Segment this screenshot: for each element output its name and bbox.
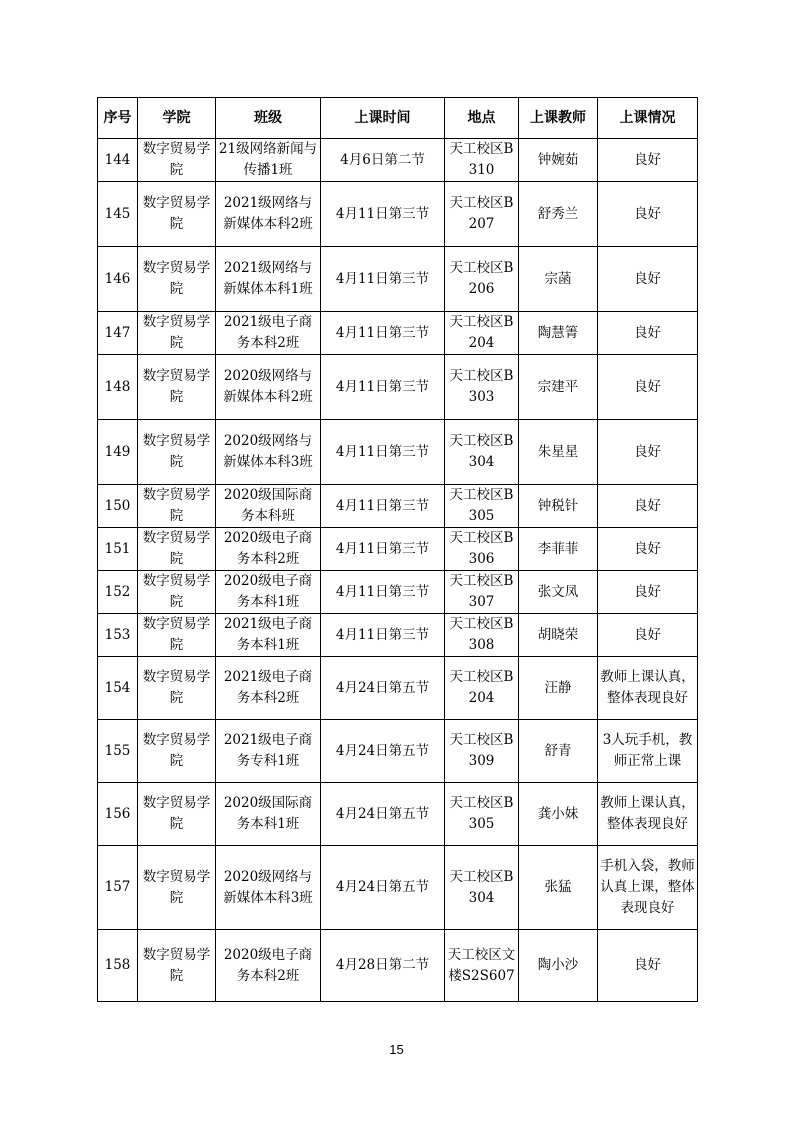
cell-index: 149 bbox=[98, 420, 138, 485]
cell-index: 150 bbox=[98, 485, 138, 528]
cell-status: 手机入袋，教师认真上课，整体表现良好 bbox=[598, 846, 698, 930]
header-index: 序号 bbox=[98, 98, 138, 139]
cell-teacher: 李菲菲 bbox=[519, 528, 598, 571]
cell-location: 天工校区B306 bbox=[445, 528, 519, 571]
table-row bbox=[98, 420, 698, 485]
cell-teacher: 汪静 bbox=[519, 657, 598, 720]
cell-class: 2020级网络与新媒体本科2班 bbox=[216, 355, 321, 420]
cell-status: 3人玩手机，教师正常上课 bbox=[598, 720, 698, 783]
cell-college: 数字贸易学院 bbox=[138, 783, 216, 846]
table-row bbox=[98, 182, 698, 247]
header-teacher: 上课教师 bbox=[519, 98, 598, 139]
cell-time: 4月11日第三节 bbox=[321, 571, 445, 614]
cell-status: 良好 bbox=[598, 139, 698, 182]
table-row bbox=[98, 720, 698, 783]
table-row bbox=[98, 312, 698, 355]
cell-class: 2021级电子商务专科1班 bbox=[216, 720, 321, 783]
cell-class: 2020级网络与新媒体本科3班 bbox=[216, 846, 321, 930]
cell-index: 144 bbox=[98, 139, 138, 182]
cell-status: 良好 bbox=[598, 182, 698, 247]
cell-location: 天工校区文楼S2S607 bbox=[445, 930, 519, 1002]
cell-class: 2021级网络与新媒体本科1班 bbox=[216, 247, 321, 312]
cell-teacher: 钟婉茹 bbox=[519, 139, 598, 182]
table-row bbox=[98, 614, 698, 657]
cell-time: 4月11日第三节 bbox=[321, 528, 445, 571]
cell-teacher: 舒秀兰 bbox=[519, 182, 598, 247]
cell-time: 4月11日第三节 bbox=[321, 182, 445, 247]
table-row bbox=[98, 846, 698, 930]
cell-college: 数字贸易学院 bbox=[138, 485, 216, 528]
table-row bbox=[98, 355, 698, 420]
cell-class: 2020级电子商务本科2班 bbox=[216, 528, 321, 571]
table-row bbox=[98, 657, 698, 720]
cell-location: 天工校区B305 bbox=[445, 783, 519, 846]
cell-college: 数字贸易学院 bbox=[138, 930, 216, 1002]
cell-teacher: 宗建平 bbox=[519, 355, 598, 420]
cell-location: 天工校区B304 bbox=[445, 420, 519, 485]
cell-index: 151 bbox=[98, 528, 138, 571]
cell-college: 数字贸易学院 bbox=[138, 139, 216, 182]
cell-college: 数字贸易学院 bbox=[138, 247, 216, 312]
cell-location: 天工校区B206 bbox=[445, 247, 519, 312]
cell-location: 天工校区B204 bbox=[445, 312, 519, 355]
cell-status: 良好 bbox=[598, 247, 698, 312]
cell-location: 天工校区B309 bbox=[445, 720, 519, 783]
cell-time: 4月24日第五节 bbox=[321, 846, 445, 930]
cell-teacher: 陶小沙 bbox=[519, 930, 598, 1002]
cell-status: 良好 bbox=[598, 355, 698, 420]
cell-index: 155 bbox=[98, 720, 138, 783]
cell-status: 教师上课认真，整体表现良好 bbox=[598, 657, 698, 720]
header-time: 上课时间 bbox=[321, 98, 445, 139]
cell-status: 良好 bbox=[598, 312, 698, 355]
cell-class: 2021级电子商务本科2班 bbox=[216, 657, 321, 720]
cell-class: 2021级网络与新媒体本科2班 bbox=[216, 182, 321, 247]
table-row bbox=[98, 571, 698, 614]
cell-time: 4月11日第三节 bbox=[321, 614, 445, 657]
cell-time: 4月24日第五节 bbox=[321, 720, 445, 783]
cell-index: 156 bbox=[98, 783, 138, 846]
cell-time: 4月11日第三节 bbox=[321, 485, 445, 528]
cell-time: 4月11日第三节 bbox=[321, 312, 445, 355]
cell-time: 4月11日第三节 bbox=[321, 355, 445, 420]
cell-teacher: 钟税针 bbox=[519, 485, 598, 528]
cell-college: 数字贸易学院 bbox=[138, 720, 216, 783]
inspection-table bbox=[97, 97, 698, 1002]
table-row bbox=[98, 139, 698, 182]
cell-location: 天工校区B207 bbox=[445, 182, 519, 247]
cell-index: 148 bbox=[98, 355, 138, 420]
header-location: 地点 bbox=[445, 98, 519, 139]
table-row bbox=[98, 783, 698, 846]
cell-location: 天工校区B310 bbox=[445, 139, 519, 182]
cell-index: 153 bbox=[98, 614, 138, 657]
cell-time: 4月11日第三节 bbox=[321, 247, 445, 312]
cell-class: 2020级国际商务本科1班 bbox=[216, 783, 321, 846]
cell-time: 4月24日第五节 bbox=[321, 657, 445, 720]
cell-status: 良好 bbox=[598, 420, 698, 485]
page-number: 15 bbox=[389, 1042, 404, 1057]
cell-location: 天工校区B307 bbox=[445, 571, 519, 614]
cell-teacher: 张猛 bbox=[519, 846, 598, 930]
table-row bbox=[98, 930, 698, 1002]
cell-status: 良好 bbox=[598, 614, 698, 657]
cell-status: 良好 bbox=[598, 930, 698, 1002]
cell-status: 良好 bbox=[598, 528, 698, 571]
cell-index: 145 bbox=[98, 182, 138, 247]
cell-index: 154 bbox=[98, 657, 138, 720]
cell-location: 天工校区B204 bbox=[445, 657, 519, 720]
cell-class: 2020级电子商务本科2班 bbox=[216, 930, 321, 1002]
cell-location: 天工校区B303 bbox=[445, 355, 519, 420]
header-class: 班级 bbox=[216, 98, 321, 139]
cell-teacher: 胡晓荣 bbox=[519, 614, 598, 657]
cell-index: 158 bbox=[98, 930, 138, 1002]
cell-college: 数字贸易学院 bbox=[138, 182, 216, 247]
cell-time: 4月28日第二节 bbox=[321, 930, 445, 1002]
cell-class: 2020级电子商务本科1班 bbox=[216, 571, 321, 614]
cell-location: 天工校区B304 bbox=[445, 846, 519, 930]
header-college: 学院 bbox=[138, 98, 216, 139]
cell-class: 2020级网络与新媒体本科3班 bbox=[216, 420, 321, 485]
cell-college: 数字贸易学院 bbox=[138, 312, 216, 355]
cell-status: 良好 bbox=[598, 571, 698, 614]
cell-time: 4月11日第三节 bbox=[321, 420, 445, 485]
cell-status: 教师上课认真，整体表现良好 bbox=[598, 783, 698, 846]
cell-college: 数字贸易学院 bbox=[138, 846, 216, 930]
cell-teacher: 朱星星 bbox=[519, 420, 598, 485]
table-header-row bbox=[98, 98, 698, 139]
cell-index: 157 bbox=[98, 846, 138, 930]
table-row bbox=[98, 528, 698, 571]
cell-teacher: 陶慧箐 bbox=[519, 312, 598, 355]
cell-class: 2021级电子商务本科1班 bbox=[216, 614, 321, 657]
cell-location: 天工校区B305 bbox=[445, 485, 519, 528]
cell-class: 21级网络新闻与传播1班 bbox=[216, 139, 321, 182]
cell-index: 147 bbox=[98, 312, 138, 355]
cell-teacher: 舒青 bbox=[519, 720, 598, 783]
cell-time: 4月24日第五节 bbox=[321, 783, 445, 846]
table-row bbox=[98, 485, 698, 528]
cell-class: 2021级电子商务本科2班 bbox=[216, 312, 321, 355]
table-row bbox=[98, 247, 698, 312]
cell-teacher: 宗菡 bbox=[519, 247, 598, 312]
cell-status: 良好 bbox=[598, 485, 698, 528]
cell-index: 146 bbox=[98, 247, 138, 312]
cell-college: 数字贸易学院 bbox=[138, 571, 216, 614]
header-status: 上课情况 bbox=[598, 98, 698, 139]
cell-class: 2020级国际商务本科班 bbox=[216, 485, 321, 528]
cell-time: 4月6日第二节 bbox=[321, 139, 445, 182]
cell-college: 数字贸易学院 bbox=[138, 528, 216, 571]
cell-college: 数字贸易学院 bbox=[138, 355, 216, 420]
cell-college: 数字贸易学院 bbox=[138, 657, 216, 720]
cell-index: 152 bbox=[98, 571, 138, 614]
cell-teacher: 龚小妹 bbox=[519, 783, 598, 846]
cell-teacher: 张文凤 bbox=[519, 571, 598, 614]
cell-college: 数字贸易学院 bbox=[138, 420, 216, 485]
cell-college: 数字贸易学院 bbox=[138, 614, 216, 657]
cell-location: 天工校区B308 bbox=[445, 614, 519, 657]
